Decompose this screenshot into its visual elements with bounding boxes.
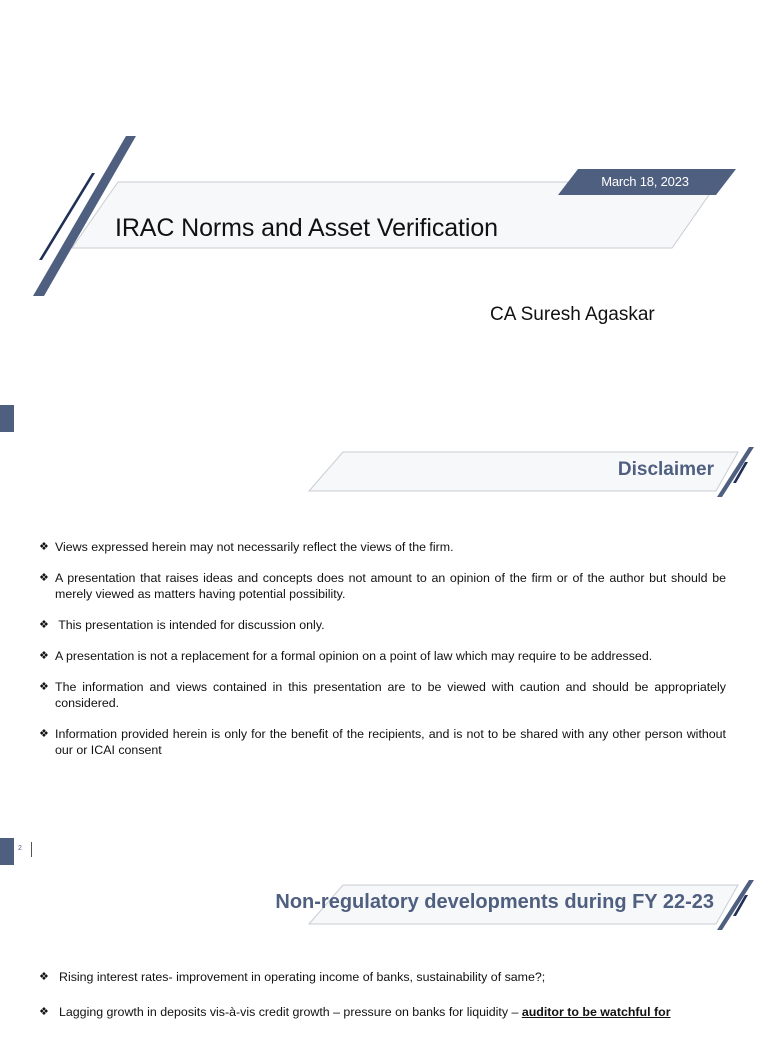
diamond-bullet-icon: ❖	[39, 681, 49, 693]
list-item-text: A presentation is not a replacement for a formal opinion on a point of law which may require to be addressed.	[55, 649, 653, 663]
list-item	[39, 1004, 726, 1020]
list-item	[39, 539, 726, 555]
presentation-title: IRAC Norms and Asset Verification	[115, 214, 498, 242]
page-number: 2	[18, 845, 22, 852]
list-item-text: Lagging growth in deposits vis-à-vis credit growth – pressure on banks for liquidity –	[59, 1005, 522, 1019]
list-item-text: The information and views contained in this presentation are to be viewed with caution and should be appropriately considered.	[55, 680, 726, 710]
diamond-bullet-icon: ❖	[39, 541, 49, 553]
diamond-bullet-icon: ❖	[39, 728, 49, 740]
list-item-text: This presentation is intended for discussion only.	[55, 618, 325, 632]
list-item-text: Views expressed herein may not necessarily reflect the views of the firm.	[55, 540, 454, 554]
diamond-bullet-icon: ❖	[39, 1006, 49, 1018]
list-item	[39, 726, 726, 758]
nonreg-heading: Non-regulatory developments during FY 22-23	[275, 891, 714, 913]
list-item	[39, 617, 726, 633]
diamond-bullet-icon: ❖	[39, 572, 49, 584]
list-item	[39, 648, 726, 664]
disclaimer-list	[39, 539, 726, 773]
list-item	[39, 570, 726, 602]
presenter-name: CA Suresh Agaskar	[490, 304, 655, 325]
list-item-text: Information provided herein is only for the benefit of the recipients, and is not to be shared with any other person without our or ICAI consent	[55, 727, 726, 757]
list-item-text: Rising interest rates- improvement in operating income of banks, sustainability of same?;	[59, 970, 546, 984]
presentation-date: March 18, 2023	[601, 174, 689, 189]
list-item-emphasis: auditor to be watchful for	[521, 1005, 671, 1019]
disclaimer-heading: Disclaimer	[617, 459, 714, 480]
diamond-bullet-icon: ❖	[39, 650, 49, 662]
list-item	[39, 679, 726, 711]
page-number-divider	[31, 842, 32, 857]
slide-marker	[0, 405, 14, 432]
diamond-bullet-icon: ❖	[39, 619, 49, 631]
list-item	[39, 969, 726, 985]
nonreg-list	[39, 969, 726, 1039]
diamond-bullet-icon: ❖	[39, 971, 49, 983]
list-item-text: A presentation that raises ideas and concepts does not amount to an opinion of the firm or of the author but should be merely viewed as matters having potential possibility.	[55, 571, 726, 601]
slide-marker	[0, 838, 14, 865]
